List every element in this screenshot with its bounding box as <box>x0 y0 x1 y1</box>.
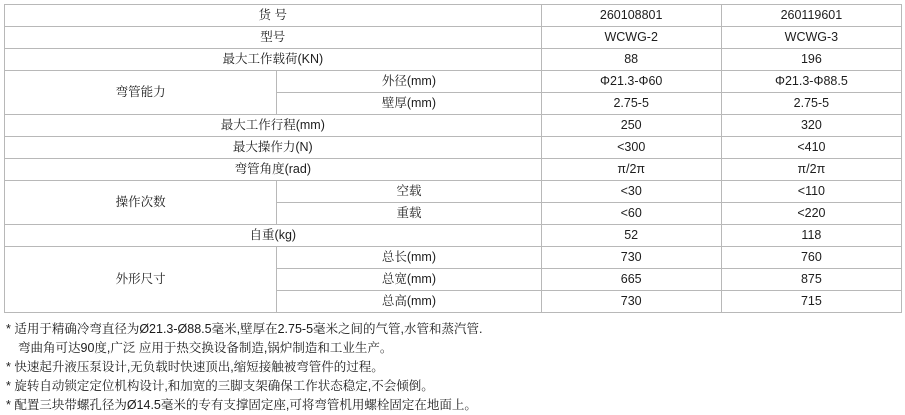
note-line: 弯曲角可达90度,广泛 应用于热交换设备制造,锅炉制造和工业生产。 <box>18 341 393 355</box>
row-value-model1: 730 <box>541 247 721 269</box>
notes-section <box>6 320 905 415</box>
row-value-model2: 118 <box>721 225 901 247</box>
row-label: 最大工作载荷(KN) <box>5 49 542 71</box>
row-value-model1: 52 <box>541 225 721 247</box>
row-value-model2: 2.75-5 <box>721 93 901 115</box>
note-line: * 配置三块带螺孔径为Ø14.5毫米的专有支撑固定座,可将弯管机用螺栓固定在地面上。 <box>6 398 477 412</box>
row-sublabel: 总高(mm) <box>277 291 541 313</box>
row-value-model1: 730 <box>541 291 721 313</box>
row-sublabel: 外径(mm) <box>277 71 541 93</box>
row-value-model1: <60 <box>541 203 721 225</box>
row-value-model2: 875 <box>721 269 901 291</box>
row-value-model1: 88 <box>541 49 721 71</box>
row-value-model2: 320 <box>721 115 901 137</box>
row-value-model1: 250 <box>541 115 721 137</box>
row-sublabel: 壁厚(mm) <box>277 93 541 115</box>
row-sublabel: 重载 <box>277 203 541 225</box>
row-value-model1: 260108801 <box>541 5 721 27</box>
row-sublabel: 空载 <box>277 181 541 203</box>
row-label: 最大工作行程(mm) <box>5 115 542 137</box>
table-row <box>5 247 902 269</box>
row-sublabel: 总宽(mm) <box>277 269 541 291</box>
table-row <box>5 27 902 49</box>
table-row <box>5 181 902 203</box>
row-label: 货 号 <box>5 5 542 27</box>
row-value-model2: 260119601 <box>721 5 901 27</box>
row-value-model2: 760 <box>721 247 901 269</box>
row-label-group: 外形尺寸 <box>5 247 277 313</box>
row-value-model1: 665 <box>541 269 721 291</box>
note-line: * 旋转自动锁定定位机构设计,和加宽的三脚支架确保工作状态稳定,不会倾倒。 <box>6 379 434 393</box>
table-row <box>5 115 902 137</box>
row-value-model2: 196 <box>721 49 901 71</box>
note-line: * 适用于精确冷弯直径为Ø21.3-Ø88.5毫米,壁厚在2.75-5毫米之间的气管,水管和蒸汽管. <box>6 322 483 336</box>
row-value-model2: WCWG-3 <box>721 27 901 49</box>
row-label: 最大操作力(N) <box>5 137 542 159</box>
table-row <box>5 137 902 159</box>
row-value-model2: 715 <box>721 291 901 313</box>
row-value-model1: <30 <box>541 181 721 203</box>
table-row <box>5 5 902 27</box>
table-row <box>5 159 902 181</box>
table-row <box>5 225 902 247</box>
row-value-model2: <410 <box>721 137 901 159</box>
row-sublabel: 总长(mm) <box>277 247 541 269</box>
row-value-model1: 2.75-5 <box>541 93 721 115</box>
row-value-model2: <220 <box>721 203 901 225</box>
table-row <box>5 49 902 71</box>
row-value-model2: Φ21.3-Φ88.5 <box>721 71 901 93</box>
note-line: * 快速起升液压泵设计,无负载时快速顶出,缩短接触被弯管件的过程。 <box>6 360 384 374</box>
row-value-model1: <300 <box>541 137 721 159</box>
row-value-model2: <110 <box>721 181 901 203</box>
row-label: 自重(kg) <box>5 225 542 247</box>
row-label: 型号 <box>5 27 542 49</box>
row-value-model1: Φ21.3-Φ60 <box>541 71 721 93</box>
row-label-group: 操作次数 <box>5 181 277 225</box>
row-label-group: 弯管能力 <box>5 71 277 115</box>
row-value-model2: π/2π <box>721 159 901 181</box>
row-value-model1: WCWG-2 <box>541 27 721 49</box>
row-value-model1: π/2π <box>541 159 721 181</box>
spec-sheet-page <box>0 4 905 410</box>
table-row <box>5 71 902 93</box>
specification-table <box>4 4 902 313</box>
row-label: 弯管角度(rad) <box>5 159 542 181</box>
